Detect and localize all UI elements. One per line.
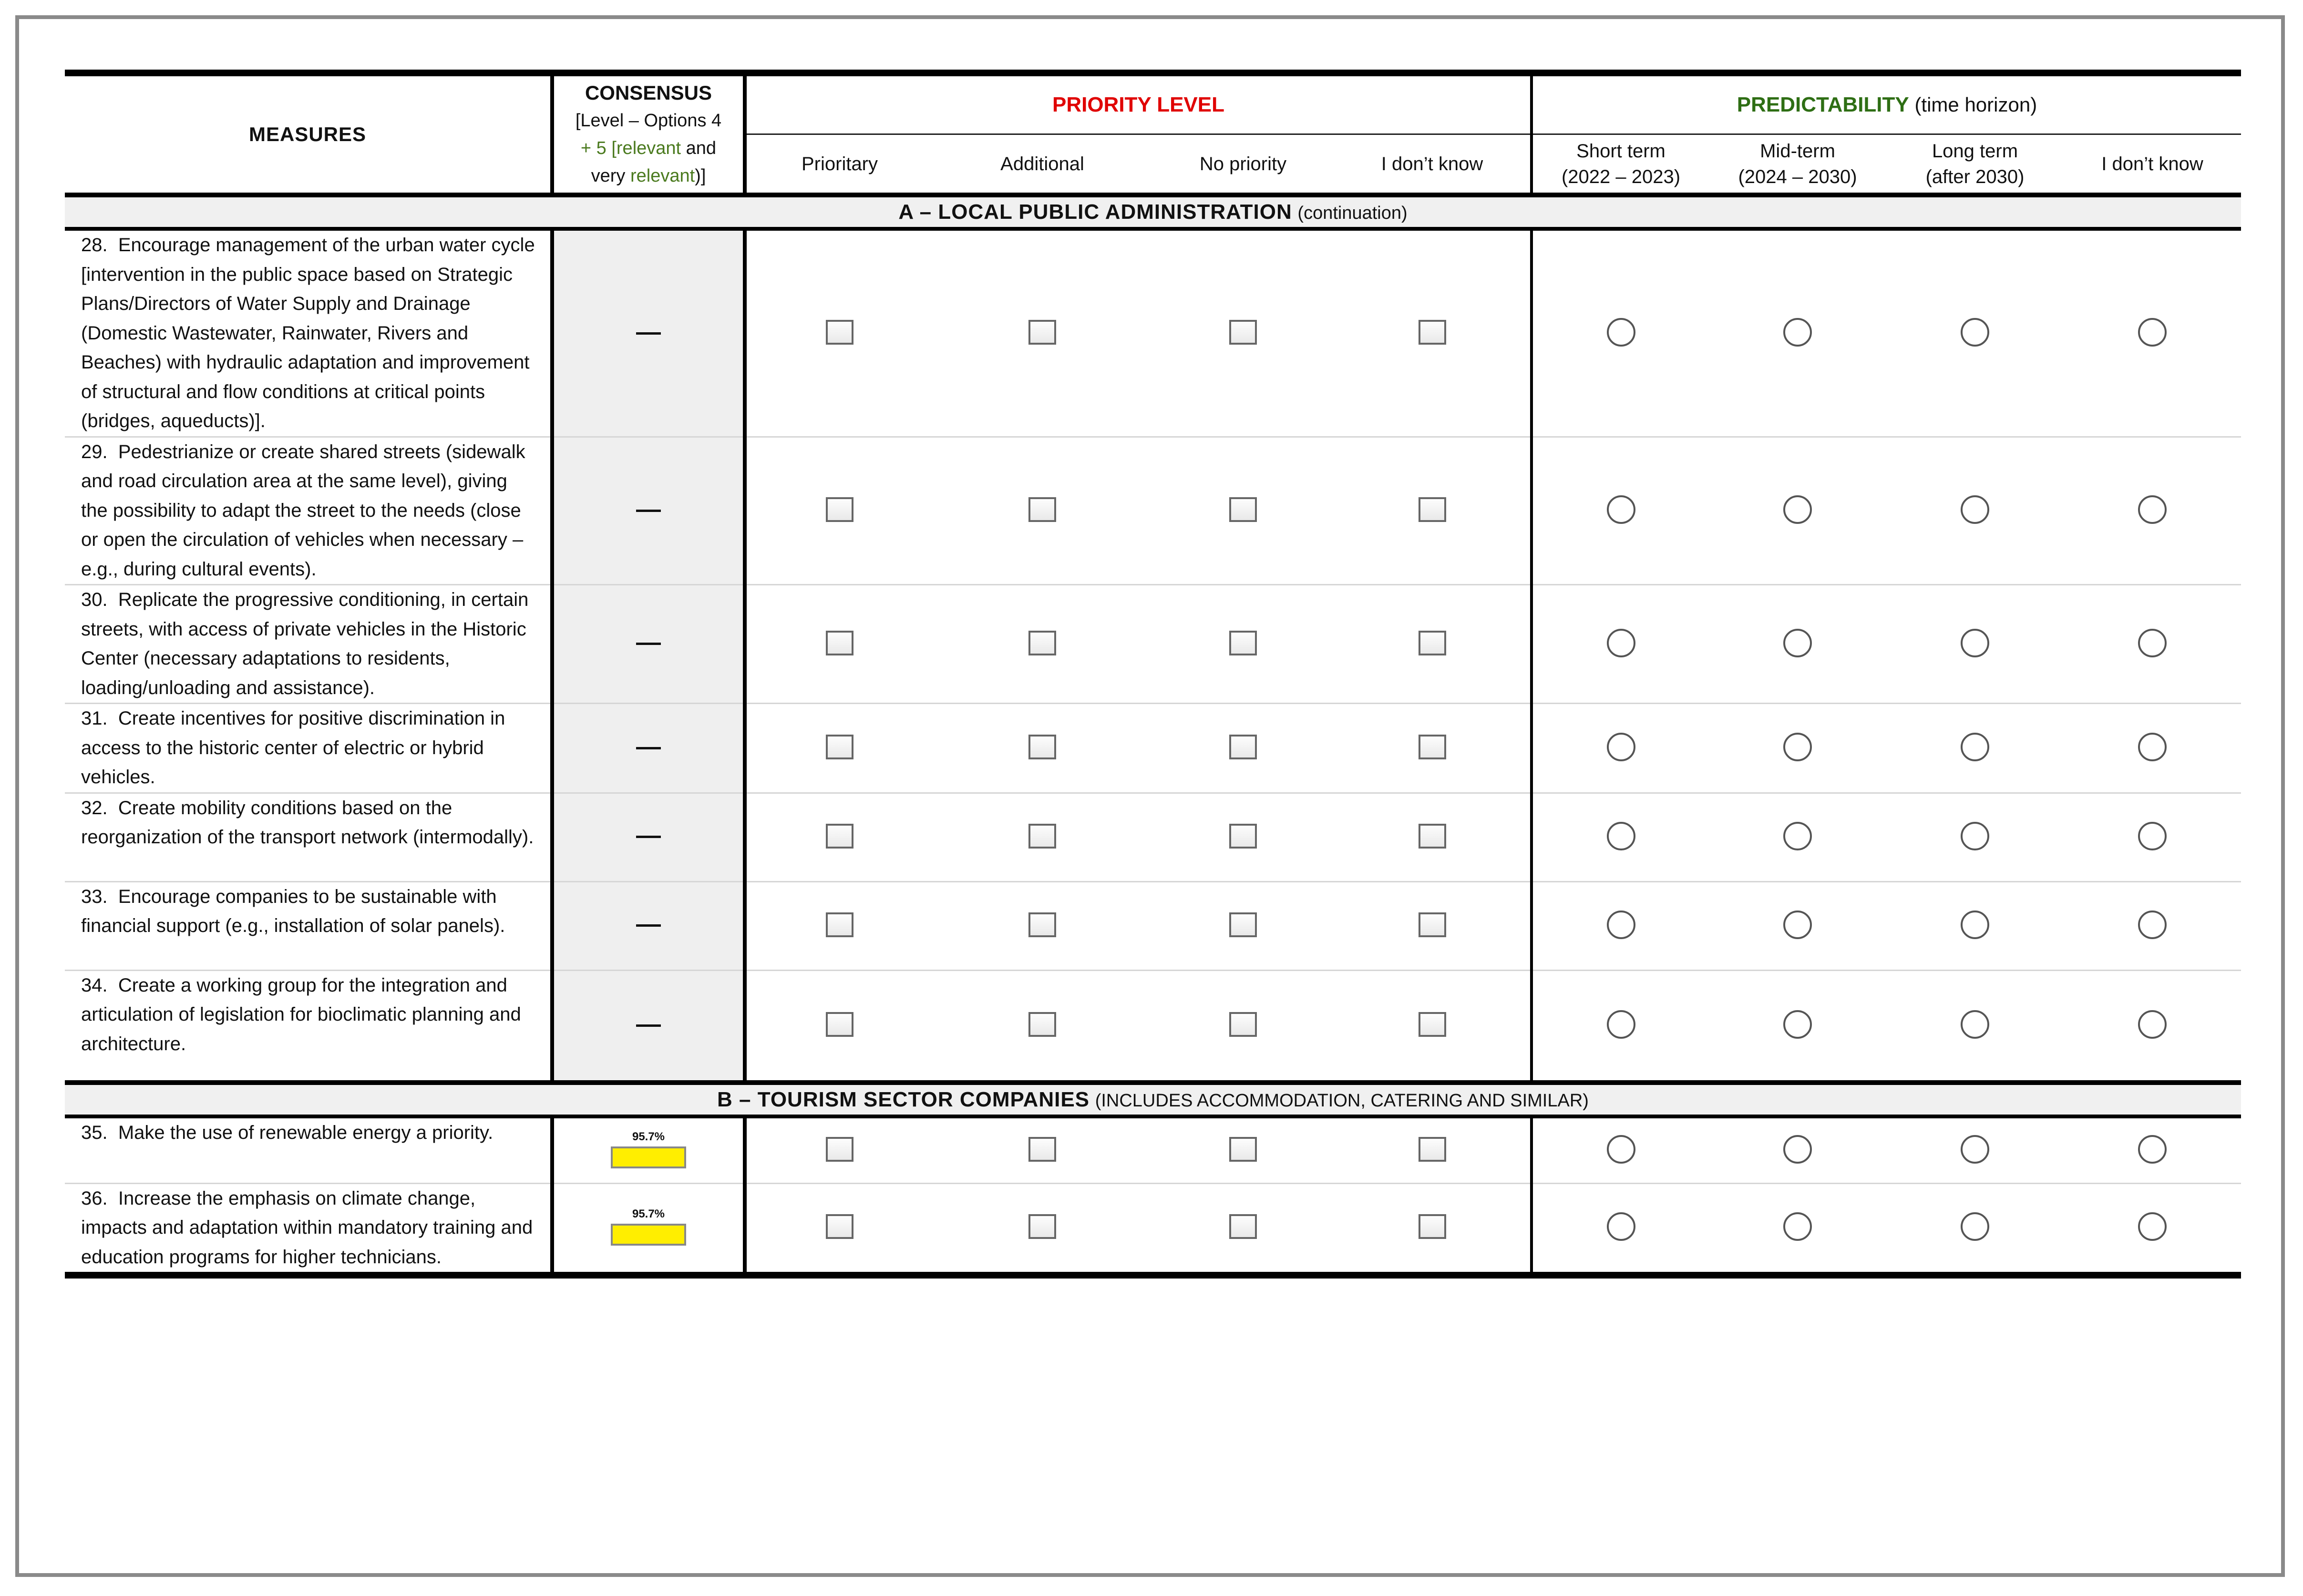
cell-additional bbox=[933, 229, 1152, 437]
cell-long-term bbox=[1886, 437, 2064, 585]
cell-dont-know-priority bbox=[1334, 704, 1532, 793]
cell-mid-term bbox=[1709, 1116, 1886, 1183]
section-b-note: (INCLUDES ACCOMMODATION, CATERING AND SIMILAR) bbox=[1095, 1091, 1589, 1111]
checkbox-no-priority[interactable] bbox=[1229, 497, 1257, 522]
consensus-dash bbox=[636, 924, 661, 927]
measure-description: Replicate the progressive conditioning, in certain streets, with access of private vehicles in the Historic Center (necessary adaptations to residents, loading/unloading and assistance). bbox=[81, 589, 529, 698]
cell-dont-know-priority bbox=[1334, 970, 1532, 1083]
checkbox-no-priority[interactable] bbox=[1229, 631, 1257, 655]
measure-number: 36. bbox=[81, 1187, 108, 1209]
cell-dont-know-priority bbox=[1334, 437, 1532, 585]
cell-additional bbox=[933, 881, 1152, 970]
measure-number: 31. bbox=[81, 708, 108, 729]
cell-short-term bbox=[1532, 1116, 1709, 1183]
cell-dont-know-time bbox=[2064, 1116, 2241, 1183]
cell-prioritary bbox=[745, 704, 933, 793]
measure-text bbox=[65, 1116, 552, 1183]
consensus-dash bbox=[636, 747, 661, 749]
checkbox-dont-know-priority[interactable] bbox=[1419, 497, 1446, 522]
checkbox-additional[interactable] bbox=[1028, 1137, 1056, 1162]
consensus-bar bbox=[611, 1146, 686, 1168]
checkbox-prioritary[interactable] bbox=[826, 631, 853, 655]
measure-text bbox=[65, 1183, 552, 1275]
consensus-dash bbox=[636, 643, 661, 645]
radio-dont-know-time[interactable] bbox=[2138, 318, 2167, 347]
col-short-term: Short term (2022 – 2023) bbox=[1532, 134, 1709, 195]
checkbox-additional[interactable] bbox=[1028, 497, 1056, 522]
radio-dont-know-time[interactable] bbox=[2138, 911, 2167, 939]
consensus-bar bbox=[611, 1224, 686, 1246]
radio-mid-term[interactable] bbox=[1783, 1212, 1812, 1241]
section-a-note: (continuation) bbox=[1297, 203, 1408, 223]
checkbox-dont-know-priority[interactable] bbox=[1419, 1214, 1446, 1239]
radio-dont-know-time[interactable] bbox=[2138, 733, 2167, 761]
section-b-body bbox=[65, 1116, 2241, 1275]
radio-mid-term[interactable] bbox=[1783, 1010, 1812, 1039]
cell-prioritary bbox=[745, 881, 933, 970]
checkbox-additional[interactable] bbox=[1028, 631, 1056, 655]
checkbox-no-priority[interactable] bbox=[1229, 735, 1257, 759]
cell-long-term bbox=[1886, 970, 2064, 1083]
cell-mid-term bbox=[1709, 970, 1886, 1083]
radio-short-term[interactable] bbox=[1607, 495, 1635, 524]
cell-dont-know-time bbox=[2064, 1183, 2241, 1275]
consensus-percent: 95.7% bbox=[632, 1207, 665, 1221]
cell-mid-term bbox=[1709, 1183, 1886, 1275]
cell-long-term bbox=[1886, 229, 2064, 437]
measure-text bbox=[65, 970, 552, 1083]
cell-short-term bbox=[1532, 229, 1709, 437]
cell-dont-know-time bbox=[2064, 704, 2241, 793]
table-row bbox=[65, 1116, 2241, 1183]
cell-no-priority bbox=[1152, 793, 1334, 881]
radio-short-term[interactable] bbox=[1607, 1010, 1635, 1039]
checkbox-dont-know-priority[interactable] bbox=[1419, 735, 1446, 759]
checkbox-prioritary[interactable] bbox=[826, 1214, 853, 1239]
cell-long-term bbox=[1886, 1183, 2064, 1275]
radio-long-term[interactable] bbox=[1961, 911, 1989, 939]
checkbox-no-priority[interactable] bbox=[1229, 1137, 1257, 1162]
cell-short-term bbox=[1532, 793, 1709, 881]
table-row bbox=[65, 970, 2241, 1083]
measure-text bbox=[65, 793, 552, 881]
col-mid-term: Mid-term (2024 – 2030) bbox=[1709, 134, 1886, 195]
table-row bbox=[65, 229, 2241, 437]
radio-long-term[interactable] bbox=[1961, 495, 1989, 524]
measure-text bbox=[65, 585, 552, 704]
col-dont-know-priority: I don’t know bbox=[1334, 134, 1532, 195]
radio-mid-term[interactable] bbox=[1783, 1135, 1812, 1164]
cell-dont-know-priority bbox=[1334, 793, 1532, 881]
consensus-cell bbox=[552, 1116, 745, 1183]
measure-text bbox=[65, 881, 552, 970]
cell-no-priority bbox=[1152, 970, 1334, 1083]
radio-short-term[interactable] bbox=[1607, 1212, 1635, 1241]
cell-long-term bbox=[1886, 704, 2064, 793]
cell-dont-know-priority bbox=[1334, 881, 1532, 970]
radio-long-term[interactable] bbox=[1961, 318, 1989, 347]
consensus-cell bbox=[552, 1183, 745, 1275]
cell-prioritary bbox=[745, 1116, 933, 1183]
checkbox-dont-know-priority[interactable] bbox=[1419, 824, 1446, 849]
measure-text bbox=[65, 704, 552, 793]
cell-short-term bbox=[1532, 704, 1709, 793]
consensus-line1: [Level – Options 4 bbox=[575, 111, 722, 131]
table-row bbox=[65, 881, 2241, 970]
cell-short-term bbox=[1532, 881, 1709, 970]
measure-number: 34. bbox=[81, 974, 108, 996]
checkbox-additional[interactable] bbox=[1028, 824, 1056, 849]
checkbox-dont-know-priority[interactable] bbox=[1419, 912, 1446, 937]
checkbox-additional[interactable] bbox=[1028, 1214, 1056, 1239]
consensus-cell bbox=[552, 229, 745, 437]
cell-short-term bbox=[1532, 585, 1709, 704]
cell-short-term bbox=[1532, 970, 1709, 1083]
col-prioritary: Prioritary bbox=[745, 134, 933, 195]
checkbox-prioritary[interactable] bbox=[826, 1137, 853, 1162]
checkbox-prioritary[interactable] bbox=[826, 912, 853, 937]
checkbox-additional[interactable] bbox=[1028, 735, 1056, 759]
predictability-header: PREDICTABILITY (time horizon) bbox=[1532, 76, 2241, 134]
cell-no-priority bbox=[1152, 704, 1334, 793]
measure-description: Create incentives for positive discrimination in access to the historic center of electric or hybrid vehicles. bbox=[81, 708, 505, 788]
measure-description: Pedestrianize or create shared streets (sidewalk and road circulation area at the same level), giving the possibility to adapt the street to the needs (close or open the circulation of vehicles when necessary – e.g., during cultural events). bbox=[81, 441, 525, 580]
cell-mid-term bbox=[1709, 881, 1886, 970]
section-b-title: B – TOURISM SECTOR COMPANIES bbox=[717, 1088, 1090, 1111]
consensus-cell bbox=[552, 881, 745, 970]
checkbox-no-priority[interactable] bbox=[1229, 824, 1257, 849]
priority-level-header: PRIORITY LEVEL bbox=[1052, 93, 1225, 117]
cell-mid-term bbox=[1709, 585, 1886, 704]
checkbox-additional[interactable] bbox=[1028, 320, 1056, 345]
radio-short-term[interactable] bbox=[1607, 318, 1635, 347]
radio-dont-know-time[interactable] bbox=[2138, 495, 2167, 524]
consensus-header: CONSENSUS [Level – Options 4 + 5 [relevant and very relevant)] bbox=[552, 76, 745, 195]
measure-description: Encourage companies to be sustainable with financial support (e.g., installation of solar panels). bbox=[81, 886, 505, 936]
consensus-dash bbox=[636, 332, 661, 335]
radio-mid-term[interactable] bbox=[1783, 733, 1812, 761]
measure-description: Make the use of renewable energy a priority. bbox=[118, 1122, 494, 1143]
cell-no-priority bbox=[1152, 881, 1334, 970]
consensus-cell bbox=[552, 437, 745, 585]
checkbox-dont-know-priority[interactable] bbox=[1419, 1012, 1446, 1037]
col-additional: Additional bbox=[933, 134, 1152, 195]
checkbox-additional[interactable] bbox=[1028, 912, 1056, 937]
cell-dont-know-priority bbox=[1334, 585, 1532, 704]
measure-number: 29. bbox=[81, 441, 108, 462]
measure-number: 35. bbox=[81, 1122, 108, 1143]
checkbox-additional[interactable] bbox=[1028, 1012, 1056, 1037]
radio-short-term[interactable] bbox=[1607, 1135, 1635, 1164]
cell-prioritary bbox=[745, 437, 933, 585]
cell-long-term bbox=[1886, 585, 2064, 704]
cell-no-priority bbox=[1152, 229, 1334, 437]
radio-dont-know-time[interactable] bbox=[2138, 629, 2167, 657]
consensus-percent: 95.7% bbox=[632, 1130, 665, 1143]
cell-additional bbox=[933, 437, 1152, 585]
radio-dont-know-time[interactable] bbox=[2138, 1212, 2167, 1241]
checkbox-prioritary[interactable] bbox=[826, 1012, 853, 1037]
measure-text bbox=[65, 229, 552, 437]
cell-additional bbox=[933, 1116, 1152, 1183]
radio-short-term[interactable] bbox=[1607, 911, 1635, 939]
checkbox-no-priority[interactable] bbox=[1229, 912, 1257, 937]
cell-prioritary bbox=[745, 1183, 933, 1275]
checkbox-prioritary[interactable] bbox=[826, 735, 853, 759]
measure-description: Encourage management of the urban water cycle [intervention in the public space based on Strategic Plans/Directors of Water Supply and Drainage (Domestic Wastewater, Rainwater, Rivers and Beaches) with hydraulic adaptation and improvement of structural and flow conditions at critical points (bridges, aqueducts)]. bbox=[81, 235, 535, 431]
cell-long-term bbox=[1886, 1116, 2064, 1183]
section-b-row bbox=[65, 1083, 2241, 1116]
table-row bbox=[65, 704, 2241, 793]
cell-dont-know-priority bbox=[1334, 1183, 1532, 1275]
table-row bbox=[65, 585, 2241, 704]
cell-dont-know-time bbox=[2064, 437, 2241, 585]
table-row bbox=[65, 1183, 2241, 1275]
radio-dont-know-time[interactable] bbox=[2138, 1010, 2167, 1039]
measure-number: 33. bbox=[81, 886, 108, 907]
radio-mid-term[interactable] bbox=[1783, 822, 1812, 850]
cell-dont-know-time bbox=[2064, 970, 2241, 1083]
measure-number: 32. bbox=[81, 797, 108, 818]
cell-dont-know-priority bbox=[1334, 229, 1532, 437]
measure-description: Create a working group for the integration and articulation of legislation for bioclimatic planning and architecture. bbox=[81, 974, 521, 1054]
measure-number: 30. bbox=[81, 589, 108, 610]
radio-mid-term[interactable] bbox=[1783, 495, 1812, 524]
radio-long-term[interactable] bbox=[1961, 629, 1989, 657]
cell-long-term bbox=[1886, 793, 2064, 881]
cell-prioritary bbox=[745, 970, 933, 1083]
cell-no-priority bbox=[1152, 585, 1334, 704]
cell-mid-term bbox=[1709, 437, 1886, 585]
cell-short-term bbox=[1532, 1183, 1709, 1275]
cell-prioritary bbox=[745, 585, 933, 704]
checkbox-no-priority[interactable] bbox=[1229, 1214, 1257, 1239]
radio-mid-term[interactable] bbox=[1783, 629, 1812, 657]
measure-text bbox=[65, 437, 552, 585]
consensus-relevant: relevant bbox=[616, 138, 681, 158]
radio-mid-term[interactable] bbox=[1783, 911, 1812, 939]
consensus-cell bbox=[552, 585, 745, 704]
cell-dont-know-time bbox=[2064, 793, 2241, 881]
measures-header: MEASURES bbox=[248, 123, 367, 145]
checkbox-dont-know-priority[interactable] bbox=[1419, 1137, 1446, 1162]
cell-dont-know-priority bbox=[1334, 1116, 1532, 1183]
radio-long-term[interactable] bbox=[1961, 1212, 1989, 1241]
measure-number: 28. bbox=[81, 235, 108, 256]
radio-short-term[interactable] bbox=[1607, 629, 1635, 657]
measure-description: Increase the emphasis on climate change, impacts and adaptation within mandatory training and education programs for higher technicians. bbox=[81, 1187, 533, 1268]
checkbox-prioritary[interactable] bbox=[826, 497, 853, 522]
cell-prioritary bbox=[745, 229, 933, 437]
consensus-cell bbox=[552, 704, 745, 793]
consensus-cell bbox=[552, 970, 745, 1083]
radio-mid-term[interactable] bbox=[1783, 318, 1812, 347]
cell-short-term bbox=[1532, 437, 1709, 585]
radio-long-term[interactable] bbox=[1961, 1135, 1989, 1164]
cell-dont-know-time bbox=[2064, 881, 2241, 970]
radio-long-term[interactable] bbox=[1961, 733, 1989, 761]
cell-no-priority bbox=[1152, 1183, 1334, 1275]
checkbox-prioritary[interactable] bbox=[826, 824, 853, 849]
table-row bbox=[65, 793, 2241, 881]
consensus-dash bbox=[636, 1024, 661, 1027]
checkbox-prioritary[interactable] bbox=[826, 320, 853, 345]
survey-table bbox=[65, 70, 2241, 1279]
cell-additional bbox=[933, 585, 1152, 704]
col-long-term: Long term (after 2030) bbox=[1886, 134, 2064, 195]
radio-dont-know-time[interactable] bbox=[2138, 822, 2167, 850]
consensus-cell bbox=[552, 793, 745, 881]
cell-mid-term bbox=[1709, 793, 1886, 881]
radio-dont-know-time[interactable] bbox=[2138, 1135, 2167, 1164]
radio-short-term[interactable] bbox=[1607, 822, 1635, 850]
radio-long-term[interactable] bbox=[1961, 1010, 1989, 1039]
col-dont-know-time: I don’t know bbox=[2064, 134, 2241, 195]
col-no-priority: No priority bbox=[1152, 134, 1334, 195]
checkbox-no-priority[interactable] bbox=[1229, 320, 1257, 345]
cell-additional bbox=[933, 1183, 1152, 1275]
cell-long-term bbox=[1886, 881, 2064, 970]
cell-additional bbox=[933, 704, 1152, 793]
cell-dont-know-time bbox=[2064, 585, 2241, 704]
checkbox-no-priority[interactable] bbox=[1229, 1012, 1257, 1037]
cell-additional bbox=[933, 793, 1152, 881]
cell-dont-know-time bbox=[2064, 229, 2241, 437]
cell-no-priority bbox=[1152, 1116, 1334, 1183]
cell-additional bbox=[933, 970, 1152, 1083]
checkbox-dont-know-priority[interactable] bbox=[1419, 320, 1446, 345]
radio-long-term[interactable] bbox=[1961, 822, 1989, 850]
checkbox-dont-know-priority[interactable] bbox=[1419, 631, 1446, 655]
cell-prioritary bbox=[745, 793, 933, 881]
cell-no-priority bbox=[1152, 437, 1334, 585]
cell-mid-term bbox=[1709, 229, 1886, 437]
section-a-title: A – LOCAL PUBLIC ADMINISTRATION bbox=[898, 200, 1292, 224]
table-row bbox=[65, 437, 2241, 585]
measure-description: Create mobility conditions based on the reorganization of the transport network (intermodally). bbox=[81, 797, 534, 848]
radio-short-term[interactable] bbox=[1607, 733, 1635, 761]
consensus-dash bbox=[636, 836, 661, 838]
section-a-row bbox=[65, 197, 2241, 229]
consensus-dash bbox=[636, 510, 661, 512]
cell-mid-term bbox=[1709, 704, 1886, 793]
consensus-title: CONSENSUS bbox=[585, 82, 712, 104]
section-a-body bbox=[65, 229, 2241, 1083]
